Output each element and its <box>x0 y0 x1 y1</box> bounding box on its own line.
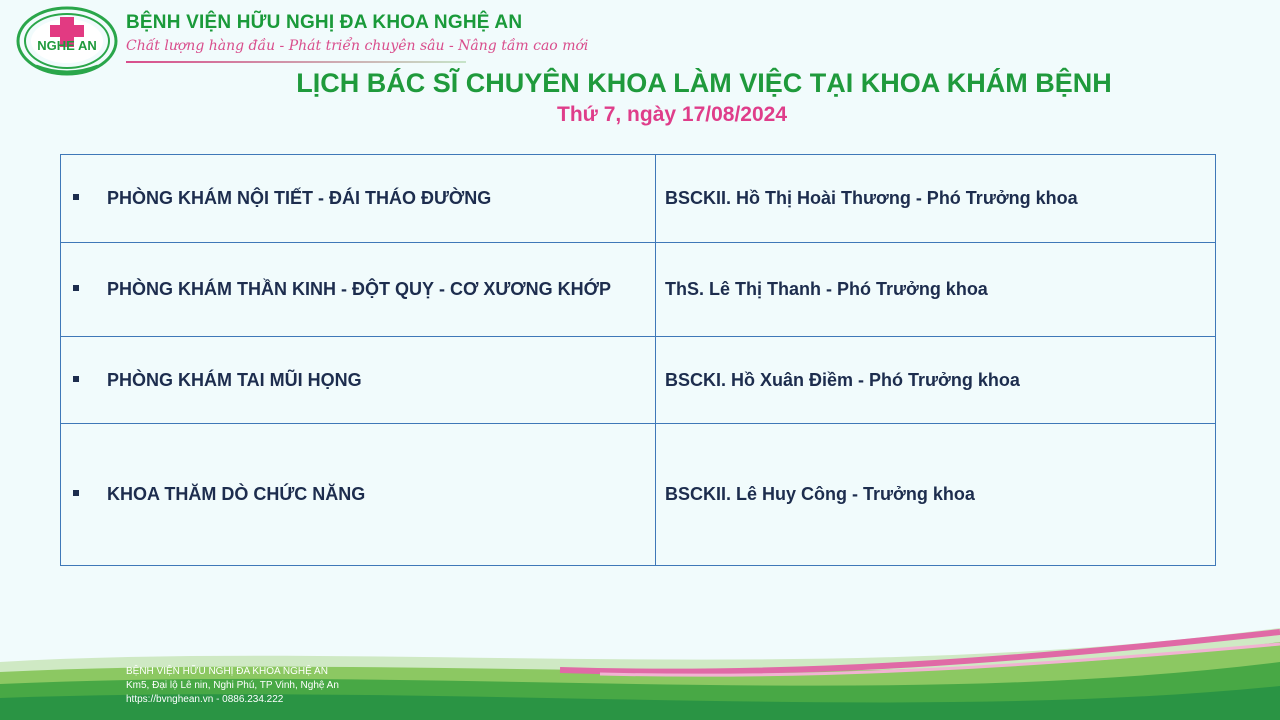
room-cell <box>61 155 656 243</box>
bullet-icon <box>73 376 79 382</box>
doctor-cell <box>656 424 1216 566</box>
hospital-slogan: Chất lượng hàng đầu - Phát triển chuyên sâu - Nâng tầm cao mới <box>126 38 589 54</box>
schedule-table <box>60 154 1216 566</box>
doctor-name: BSCKII. Hồ Thị Hoài Thương - Phó Trưởng khoa <box>665 188 1078 208</box>
hospital-name: BỆNH VIỆN HỮU NGHỊ ĐA KHOA NGHỆ AN <box>126 12 523 33</box>
doctor-cell <box>656 337 1216 424</box>
doctor-name: BSCKII. Lê Huy Công - Trưởng khoa <box>665 484 975 504</box>
table-row <box>61 337 1216 424</box>
logo-text: NGHE AN <box>37 38 97 53</box>
table-row <box>61 155 1216 243</box>
room-name: KHOA THĂM DÒ CHỨC NĂNG <box>107 484 366 504</box>
header-divider <box>126 61 466 63</box>
room-cell <box>61 424 656 566</box>
room-cell <box>61 243 656 337</box>
hospital-logo-icon <box>16 6 118 76</box>
bullet-icon <box>73 285 79 291</box>
table-row <box>61 243 1216 337</box>
footer-address: Km5, Đại lộ Lê nin, Nghi Phú, TP Vinh, Nghệ An <box>126 680 339 691</box>
bullet-icon <box>73 194 79 200</box>
doctor-cell <box>656 243 1216 337</box>
bullet-icon <box>73 490 79 496</box>
footer-hospital-name: BỆNH VIỆN HỮU NGHỊ ĐA KHOA NGHỆ AN <box>126 666 328 677</box>
doctor-name: ThS. Lê Thị Thanh - Phó Trưởng khoa <box>665 279 988 299</box>
room-name: PHÒNG KHÁM THẦN KINH - ĐỘT QUỴ - CƠ XƯƠNG KHỚP <box>107 279 611 299</box>
table-row <box>61 424 1216 566</box>
doctor-name: BSCKI. Hồ Xuân Điềm - Phó Trưởng khoa <box>665 369 1020 390</box>
page-title: LỊCH BÁC SĨ CHUYÊN KHOA LÀM VIỆC TẠI KHOA KHÁM BỆNH <box>296 68 1112 98</box>
page-subtitle-date: Thứ 7, ngày 17/08/2024 <box>557 103 787 126</box>
footer-contact: https://bvnghean.vn - 0886.234.222 <box>126 694 284 705</box>
room-name: PHÒNG KHÁM TAI MŨI HỌNG <box>107 369 362 390</box>
room-name: PHÒNG KHÁM NỘI TIẾT - ĐÁI THÁO ĐƯỜNG <box>107 188 492 208</box>
doctor-cell <box>656 155 1216 243</box>
room-cell <box>61 337 656 424</box>
footer-info <box>126 665 339 707</box>
